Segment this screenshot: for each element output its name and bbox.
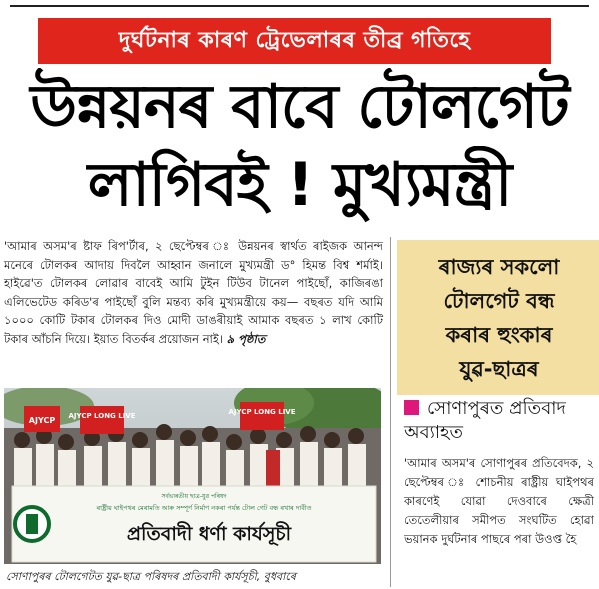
bullet-square-icon [404, 400, 419, 415]
sidebar-headline-line: টোলগেট বন্ধ [443, 289, 555, 313]
banner-sub-text: ৰাষ্ট্ৰীয় ঘাইপথৰ মেৰামতি আৰু সম্পূৰ্ণ নিৰ্মাণ নকৰা পৰ্যন্ত টোল গেট বন্ধ ৰখাৰ দাবীত [96, 504, 312, 512]
main-headline [8, 68, 591, 228]
column-divider [390, 237, 391, 587]
placard-2-text: AJYCP LONG LIVE [68, 412, 136, 420]
headline-line-1: উন্নয়নৰ বাবে টোলগেট [30, 72, 569, 142]
placard [80, 406, 124, 434]
placard [240, 402, 284, 430]
placard-3-text: AJYCP LONG LIVE [228, 408, 296, 416]
story-text: 'আমাৰ অসম'ৰ ষ্টাফ ৰিপ'ৰ্টাৰ, ২ ছেপ্টেম্বৰ ঃ উন্নয়নৰ স্বাৰ্থত ৰাইজক আনন্দ মনেৰে টোলকৰ আদায় দিবলৈ আহ্বান জনালে মুখ্যমন্ত্ৰী ড° হিমন্ত বিশ্ব শৰ্মাই। হাইৱে'ত টোলকৰ লোৱাৰ বাবেই আমি টুইন টিউব টানেল পাইছোঁ, কাজিৰঙা এলিভেটেড কৰিড'ৰ পাইছোঁ বুলি মন্তব্য কৰি মুখ্যমন্ত্ৰীয়ে কয়— বছৰত যদি আমি ১০০০ কোটি টকাৰ টোলকৰ দিও মোদী ডাঙৰীয়াই আমাক বছৰত ১ লাখ কোটি টকাৰ আঁচনি দিয়ে। ইয়াত বিতৰ্কৰ প্ৰয়োজন নাই। [4, 239, 383, 346]
sidebar-headline-line: ৰাজ্যৰ সকলো [438, 255, 560, 279]
sidebar-headline-line: যুৱ-ছাত্ৰৰ [459, 357, 539, 381]
banner-main-text: প্ৰতিবাদী ধৰ্ণা কাৰ্যসূচী [126, 523, 292, 545]
protest-photo-illustration [4, 388, 381, 564]
photo-caption: সোণাপুৰৰ টোলগেটত যুৱ-ছাত্ৰ পৰিষদৰ প্ৰতিবাদী কাৰ্যসূচী, বুধবাৰে [6, 570, 296, 583]
news-photo [4, 388, 381, 564]
top-rule [0, 0, 599, 8]
sidebar-subheading-text: সোণাপুৰত প্ৰতিবাদ অব্যাহত [404, 398, 566, 443]
banner-top-text: সৰ্বভাৰতীয় ছাত্ৰ-যুৱ পৰিষদ [161, 493, 227, 500]
sidebar-headline-line: কৰাৰ হুংকাৰ [445, 323, 553, 347]
sidebar-headline [404, 250, 594, 386]
story-jump[interactable]: ৯ পৃষ্ঠাত [226, 331, 266, 346]
headline-line-2: লাগিবই ! মুখ্যমন্ত্ৰী [87, 150, 512, 220]
kicker-strap: দুৰ্ঘটনাৰ কাৰণ ট্ৰেভেলাৰৰ তীব্ৰ গতিহে [38, 18, 551, 64]
sidebar-story-text: 'আমাৰ অসম'ৰ সোণাপুৰৰ প্ৰতিবেদক, ২ ছেপ্টেম্বৰ ঃ শোচনীয় ৰাষ্ট্ৰীয় ঘাইপথৰ কাৰণেই যোৱা দেওবাৰে ক্ষেত্ৰী তেতেলীয়াৰ সমীপত সংঘটিত হোৱা ভয়ানক দুৰ্ঘটনাৰ পাছৰে পৰা উওপ্ত হৈ [404, 456, 594, 546]
lead-story [4, 237, 383, 387]
placard-1-text: AJYCP [28, 416, 56, 425]
sidebar-subheading [404, 397, 594, 445]
